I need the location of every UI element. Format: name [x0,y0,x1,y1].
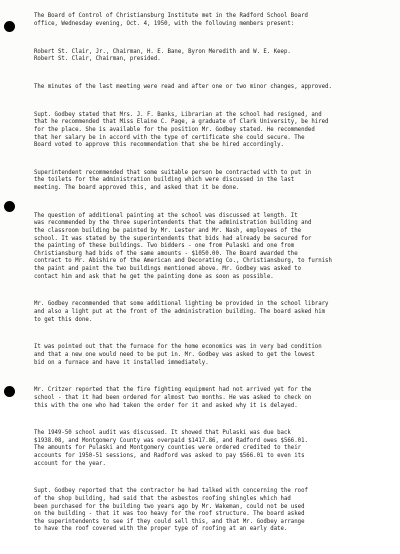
binder-hole-top [4,21,15,32]
fire-equipment-paragraph: Mr. Critzer reported that the fire fighting equipment had not arrived yet for the school - that it had been ordered for almost two months. He was asked to check on this with the one who had taken the order for it and asked why it is delayed. [34,387,312,409]
furnace-paragraph: It was pointed out that the furnace for the home economics was in very bad condition and that a new one would need to be put in. Mr. Godbey was asked to get the lowest bid on a furnace and have it installed immediately. [34,344,322,366]
toilets-paragraph: Superintendent recommended that some suitable person be contracted with to put in the toilets for the administration building which were discussed in the last meeting. The board approved this, and asked that it be done. [34,169,312,192]
audit-paragraph: The 1949-50 school audit was discussed. It showed that Pulaski was due back $1938.08, and Montgomery County was overpaid $1417.86, and Radford owes $566.01. The amounts for Pulaski and Montgomery counties were ordered credited to their accounts for 1950-51 sessions, and Radford was asked to pay $566.01 to even its account for the year. [34,430,308,467]
meeting-opening-paragraph: The Board of Control of Christiansburg Institute met in the Radford School Board office, Wednesday evening, Oct. 4, 1950, with the following members present: [34,13,308,27]
minutes-approval-paragraph: The minutes of the last meeting were read and after one or two minor changes, approved. [34,83,332,90]
binder-hole-bottom [4,386,15,397]
binder-holes [0,0,26,400]
binder-hole-middle [4,201,15,212]
painting-paragraph: The question of additional painting at the school was discussed at length. It was recommended by the three superintendents that the administration building and the classroom building be painted by Mr. Lester and Mr. Nash, employees of the school. It was stated by the superintendents that bids had already be secured for the painting of these buildings. Two bidders - one from Pulaski and one from Christiansburg had bids of the same amounts - $1050.00. The Board awarded the contract to Mr. Abishire of the American and Decorating Co., Christiansburg, to furnish the paint and paint the two buildings mentioned above. Mr. Godbey was asked to contact him and ask that he get the painting done as soon as possible. [34,212,332,280]
roof-paragraph: Supt. Godbey reported that the contractor he had talked with concerning the roof of the shop building, had said that the asbestos roofing shingles which had been purchased for the building two years ago by Mr. Wakeman, could not be used on the building - that it was too heavy for the roof structure. The board asked the superintendents to see if they could sell this, and that Mr. Godbey arrange to have the roof covered with the proper type of roofing at an early date. [34,488,308,533]
lighting-paragraph: Mr. Godbey recommended that some additional lighting be provided in the school library and also a light put at the front of the administration building. The board asked him to get this done. [34,301,329,323]
librarian-paragraph: Supt. Godbey stated that Mrs. J. F. Banks, Librarian at the school had resigned, and that he recommended that Miss Elaine C. Page, a graduate of Clark University, be hired for the place. She is available for the position Mr. Godbey stated. He recommended that her salary be in accord with the type of certificate she could secure. The Board voted to approve this recommendation that she be hired accordingly. [34,111,329,149]
minutes-body [34,0,400,554]
members-present-paragraph: Robert St. Clair, Jr., Chairman, H. E. Bane, Byron Meredith and W. E. Keep. Robert St. Clair, Chairman, presided. [34,48,291,63]
